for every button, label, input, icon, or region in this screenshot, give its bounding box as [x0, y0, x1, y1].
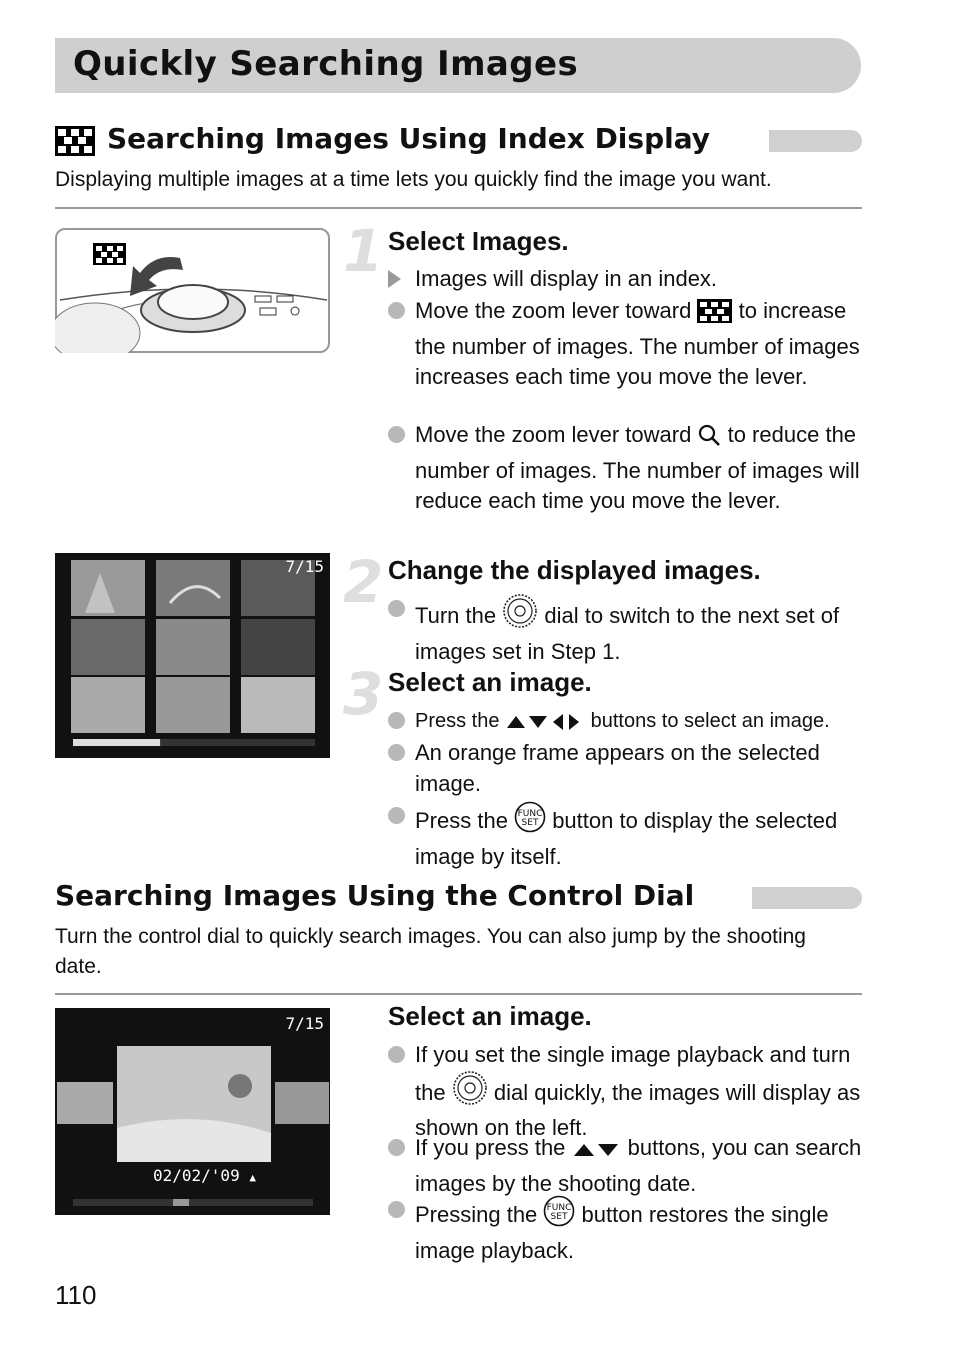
bullet-text: button restores the single — [581, 1202, 829, 1227]
bullet-text: selected image by itself. — [415, 808, 838, 869]
list-item — [388, 706, 868, 742]
bullet-icon — [388, 296, 408, 328]
list-item — [388, 1040, 868, 1144]
bullet-text: to reduce — [727, 422, 820, 447]
zoom-lever-illustration — [55, 228, 330, 353]
bullet-text: to — [738, 298, 757, 323]
list-item — [388, 1195, 868, 1266]
func-set-icon — [514, 801, 546, 842]
bullet-text: buttons to select an image. — [590, 710, 830, 732]
index-icon — [55, 126, 95, 161]
page-number: 110 — [55, 1280, 97, 1310]
index-icon — [697, 299, 732, 332]
dial-progress-bar — [173, 1199, 189, 1206]
bullet-text: the number of images. The number of images will reduce each time you move the lever. — [415, 422, 860, 514]
index-display-screen — [55, 553, 330, 758]
bullet-text: dial quickly, the images will — [493, 1079, 757, 1105]
section-title-control-dial: Searching Images Using the Control Dial — [55, 879, 695, 912]
bullet-text: If you press the — [415, 1135, 566, 1160]
bullet-text: Move the zoom lever toward — [415, 298, 692, 323]
step-number: 3 — [343, 660, 384, 728]
bullet-icon — [388, 1133, 408, 1165]
bullet-text: Press the — [415, 710, 500, 732]
bullet-icon — [388, 801, 408, 833]
divider — [55, 993, 862, 995]
step-number: 1 — [343, 217, 384, 285]
svg-text:SET: SET — [521, 818, 539, 828]
section-intro: Displaying multiple images at a time lets you quickly find the image you want. — [55, 168, 772, 191]
magnify-icon — [697, 423, 721, 456]
index-thumbnails — [55, 553, 330, 758]
page-title: Quickly Searching Images — [73, 44, 579, 84]
result-row — [388, 264, 868, 295]
section-title-index-display: Searching Images Using Index Display — [107, 122, 710, 155]
bullet-text: An orange frame appears on the selected image. — [415, 740, 820, 796]
bullet-icon — [388, 1040, 408, 1072]
step-number: 2 — [343, 548, 384, 616]
list-item — [388, 296, 868, 393]
bullet-text: display as shown on the left. — [415, 1079, 861, 1141]
result-triangle-icon — [388, 264, 408, 297]
bullet-text: dial to switch to the next set — [544, 603, 815, 628]
shooting-date: 02/02/'09 ▲ — [153, 1166, 256, 1185]
bullet-text: Turn the — [415, 603, 497, 628]
bullet-text: increase the number of images. The number of images increases each time you move the lever. — [415, 298, 860, 390]
list-item — [388, 801, 868, 872]
section-pill — [752, 887, 862, 909]
bullet-text: button to display the — [552, 808, 750, 833]
image-counter: 7/15 — [285, 557, 324, 576]
bullet-text: turn the — [415, 1042, 851, 1105]
svg-text:FUNC: FUNC — [547, 1203, 572, 1213]
func-set-icon — [543, 1195, 575, 1236]
bullet-icon — [388, 706, 408, 739]
step-title: Select an image. — [388, 667, 592, 697]
index-progress-bar — [73, 739, 160, 746]
bullet-icon — [388, 1195, 408, 1227]
bullet-text: image playback. — [415, 1237, 574, 1263]
step-title: Select Images. — [388, 226, 569, 256]
bullet-icon — [388, 738, 408, 770]
dial-scroll-screen — [55, 1008, 330, 1215]
up-down-icon: ▲ — [249, 1171, 256, 1184]
bullet-icon — [388, 594, 408, 626]
list-item — [388, 738, 868, 799]
list-item — [388, 1133, 868, 1199]
section-intro: Turn the control dial to quickly search images. You can also jump by the shooting date. — [55, 925, 806, 978]
bullet-text: Press the — [415, 808, 508, 833]
image-counter: 7/15 — [285, 1014, 324, 1033]
step-title: Change the displayed images. — [388, 555, 761, 585]
divider — [55, 207, 862, 209]
bullet-text: Move the zoom lever toward — [415, 422, 692, 447]
list-item — [388, 594, 868, 667]
control-dial-icon — [502, 594, 538, 637]
svg-text:SET: SET — [550, 1212, 568, 1222]
result-text: Images will display in an index. — [415, 266, 718, 291]
bullet-icon — [388, 420, 408, 452]
bullet-text: search images by the shooting date. — [415, 1135, 862, 1196]
bullet-text: Pressing the — [415, 1202, 538, 1227]
bullet-text: of images set in Step 1. — [415, 603, 840, 664]
bullet-text: If you set the single image playback and — [415, 1042, 807, 1067]
step-title: Select an image. — [388, 1001, 592, 1031]
bullet-text: buttons, you can — [627, 1135, 790, 1160]
section-pill — [769, 130, 862, 152]
list-item — [388, 420, 868, 517]
control-dial-icon — [452, 1071, 488, 1114]
svg-text:FUNC: FUNC — [517, 809, 543, 819]
up-down-buttons-icon — [572, 1138, 622, 1169]
